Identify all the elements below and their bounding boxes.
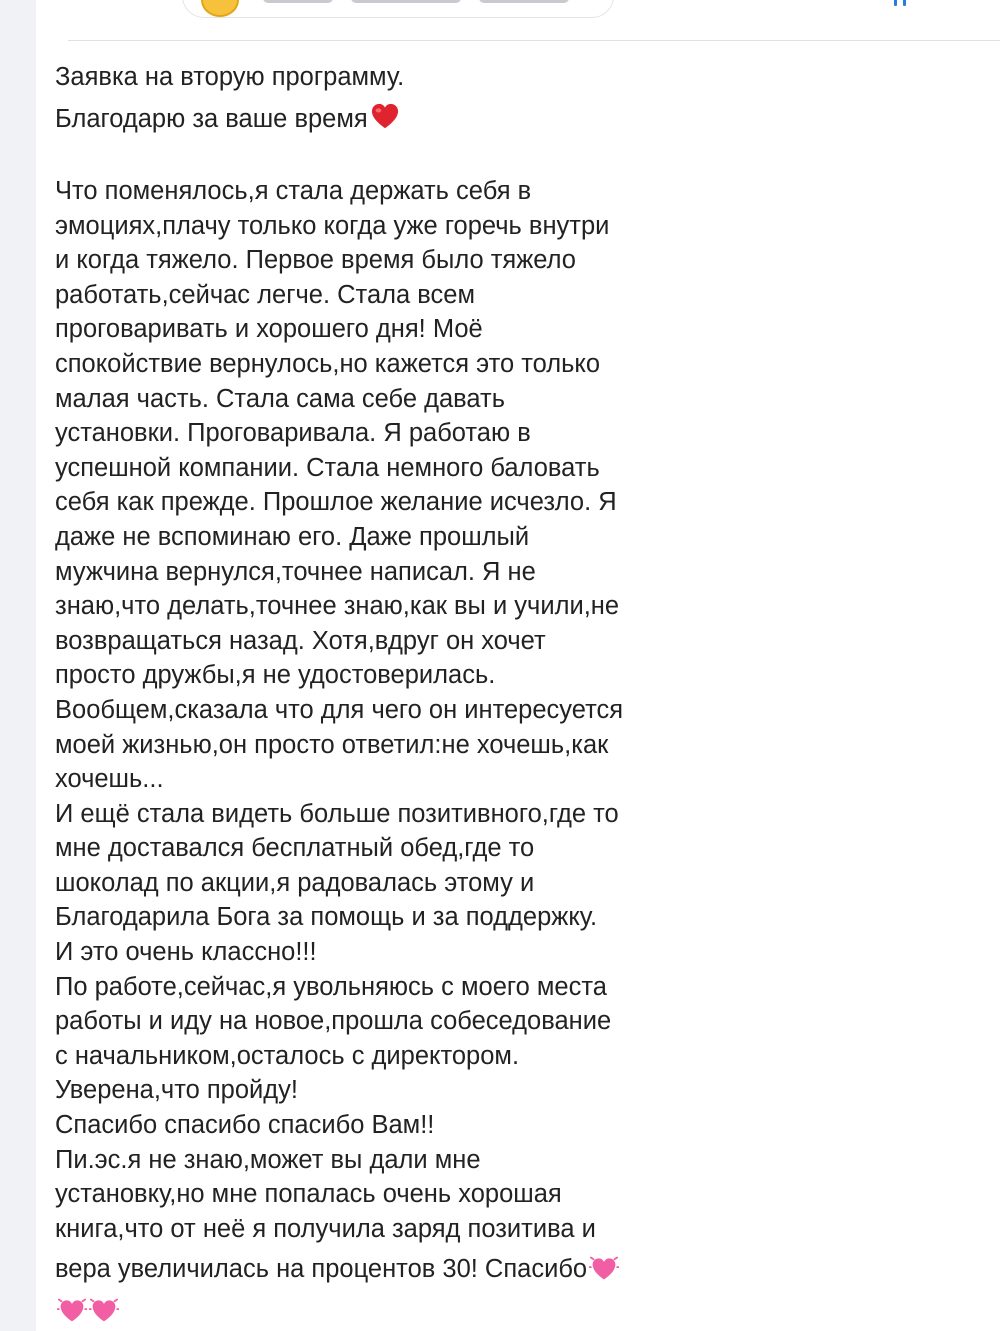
- blank-line: [55, 140, 665, 174]
- message-line: [55, 1143, 665, 1178]
- message-line-text: моей жизнью,он просто ответил:не хочешь,как: [55, 730, 609, 759]
- message-line: [55, 831, 665, 866]
- message-line-text: шоколад по акции,я радовалась этому и: [55, 868, 535, 897]
- message-paragraph: [55, 174, 665, 1288]
- message-line: [55, 243, 665, 278]
- message-line-text: Пи.эс.я не знаю,может вы дали мне: [55, 1145, 481, 1174]
- message-line-text: Уверена,что пройду!: [55, 1076, 298, 1105]
- message-line-text: даже не вспоминаю его. Даже прошлый: [55, 522, 530, 551]
- message-line-text: работать,сейчас легче. Стала всем: [55, 280, 475, 309]
- message-line: Заявка на вторую программу.: [55, 63, 405, 91]
- message-line: [55, 1177, 665, 1212]
- message-line: [55, 762, 665, 797]
- message-header: [36, 0, 1000, 42]
- red-heart-icon: [370, 102, 400, 130]
- message-line: [55, 1004, 665, 1039]
- message-line: [55, 312, 665, 347]
- message-line-text: По работе,сейчас,я увольняюсь с моего места: [55, 972, 607, 1001]
- message-line: [55, 485, 665, 520]
- message-line: [55, 1108, 665, 1143]
- message-line-text: Благодарила Бога за помощь и за поддержку.: [55, 903, 598, 932]
- message-line-text: малая часть. Стала сама себе давать: [55, 384, 506, 413]
- message-line-text: хочешь...: [55, 765, 164, 794]
- message-line: Благодарю за ваше время: [55, 105, 368, 133]
- message-line-text: мужчина вернулся,точнее написал. Я не: [55, 557, 536, 586]
- message-line-text: себя как прежде. Прошлое желание исчезло. Я: [55, 488, 617, 517]
- sender-pill[interactable]: [182, 0, 614, 18]
- message-line-text: проговаривать и хорошего дня! Моё: [55, 315, 483, 344]
- message-line: [55, 416, 665, 451]
- message-line: [55, 174, 665, 209]
- message-line-text: возвращаться назад. Хотя,вдруг он хочет: [55, 626, 546, 655]
- sparkling-heart-icon: [89, 1296, 119, 1324]
- menu-icon[interactable]: [894, 0, 908, 6]
- message-line: [55, 797, 665, 832]
- message-line-text: Что поменялось,я стала держать себя в: [55, 177, 532, 205]
- message-line: [55, 658, 665, 693]
- message-line-text: вера увеличилась на процентов 30! Спасибо: [55, 1255, 588, 1284]
- message-line: [55, 209, 665, 244]
- sender-name-placeholder: [351, 0, 461, 3]
- message-line: [55, 900, 665, 935]
- message-line-text: установку,но мне попалась очень хорошая: [55, 1180, 562, 1209]
- message-line: [55, 589, 665, 624]
- smiley-icon: [201, 0, 239, 17]
- message-line: [55, 1250, 665, 1288]
- message-line: [55, 520, 665, 555]
- message-line: [55, 382, 665, 417]
- message-line: [55, 866, 665, 901]
- message-line-text: Вообщем,сказала что для чего он интересуется: [55, 695, 624, 724]
- sparkling-heart-icon: [589, 1254, 619, 1282]
- message-line-text: И ещё стала видеть больше позитивного,где то: [55, 799, 619, 828]
- message-line-text: установки. Проговаривала. Я работаю в: [55, 419, 531, 448]
- message-line: [55, 278, 665, 313]
- message-line: [55, 624, 665, 659]
- sender-name-placeholder: [263, 0, 333, 3]
- sparkling-heart-icon: [57, 1296, 87, 1324]
- message-line: [55, 347, 665, 382]
- message-line-text: И это очень классно!!!: [55, 938, 317, 967]
- message-line-with-heart: [55, 98, 665, 140]
- message-header-text: [55, 56, 665, 140]
- message-line: [55, 935, 665, 970]
- message-body: [55, 56, 665, 1330]
- message-line: [55, 1039, 665, 1074]
- message-line-text: Спасибо спасибо спасибо Вам!!: [55, 1111, 435, 1140]
- message-line-text: эмоциях,плачу только когда уже горечь внутри: [55, 211, 610, 240]
- message-line-text: успешной компании. Стала немного баловать: [55, 453, 600, 482]
- message-line-text: спокойствие вернулось,но кажется это только: [55, 349, 601, 378]
- message-line-text: просто дружбы,я не удостоверилась.: [55, 661, 496, 690]
- message-line: [55, 728, 665, 763]
- final-emoji-row: [55, 1292, 665, 1330]
- message-line-text: мне доставался бесплатный обед,где то: [55, 834, 535, 863]
- message-line-text: с начальником,осталось с директором.: [55, 1041, 520, 1070]
- message-line-text: работы и иду на новое,прошла собеседование: [55, 1007, 612, 1036]
- sender-name-placeholder: [479, 0, 569, 3]
- message-line: [55, 1212, 665, 1247]
- header-divider: [68, 40, 1000, 41]
- message-line: [55, 451, 665, 486]
- message-line: [55, 1073, 665, 1108]
- message-line: [55, 970, 665, 1005]
- left-sidebar-strip: [0, 0, 36, 1331]
- message-line-text: знаю,что делать,точнее знаю,как вы и учили,не: [55, 592, 620, 621]
- message-line-text: и когда тяжело. Первое время было тяжело: [55, 246, 576, 275]
- message-line: [55, 555, 665, 590]
- message-line-text: книга,что от неё я получила заряд позитива и: [55, 1214, 596, 1243]
- message-line: [55, 693, 665, 728]
